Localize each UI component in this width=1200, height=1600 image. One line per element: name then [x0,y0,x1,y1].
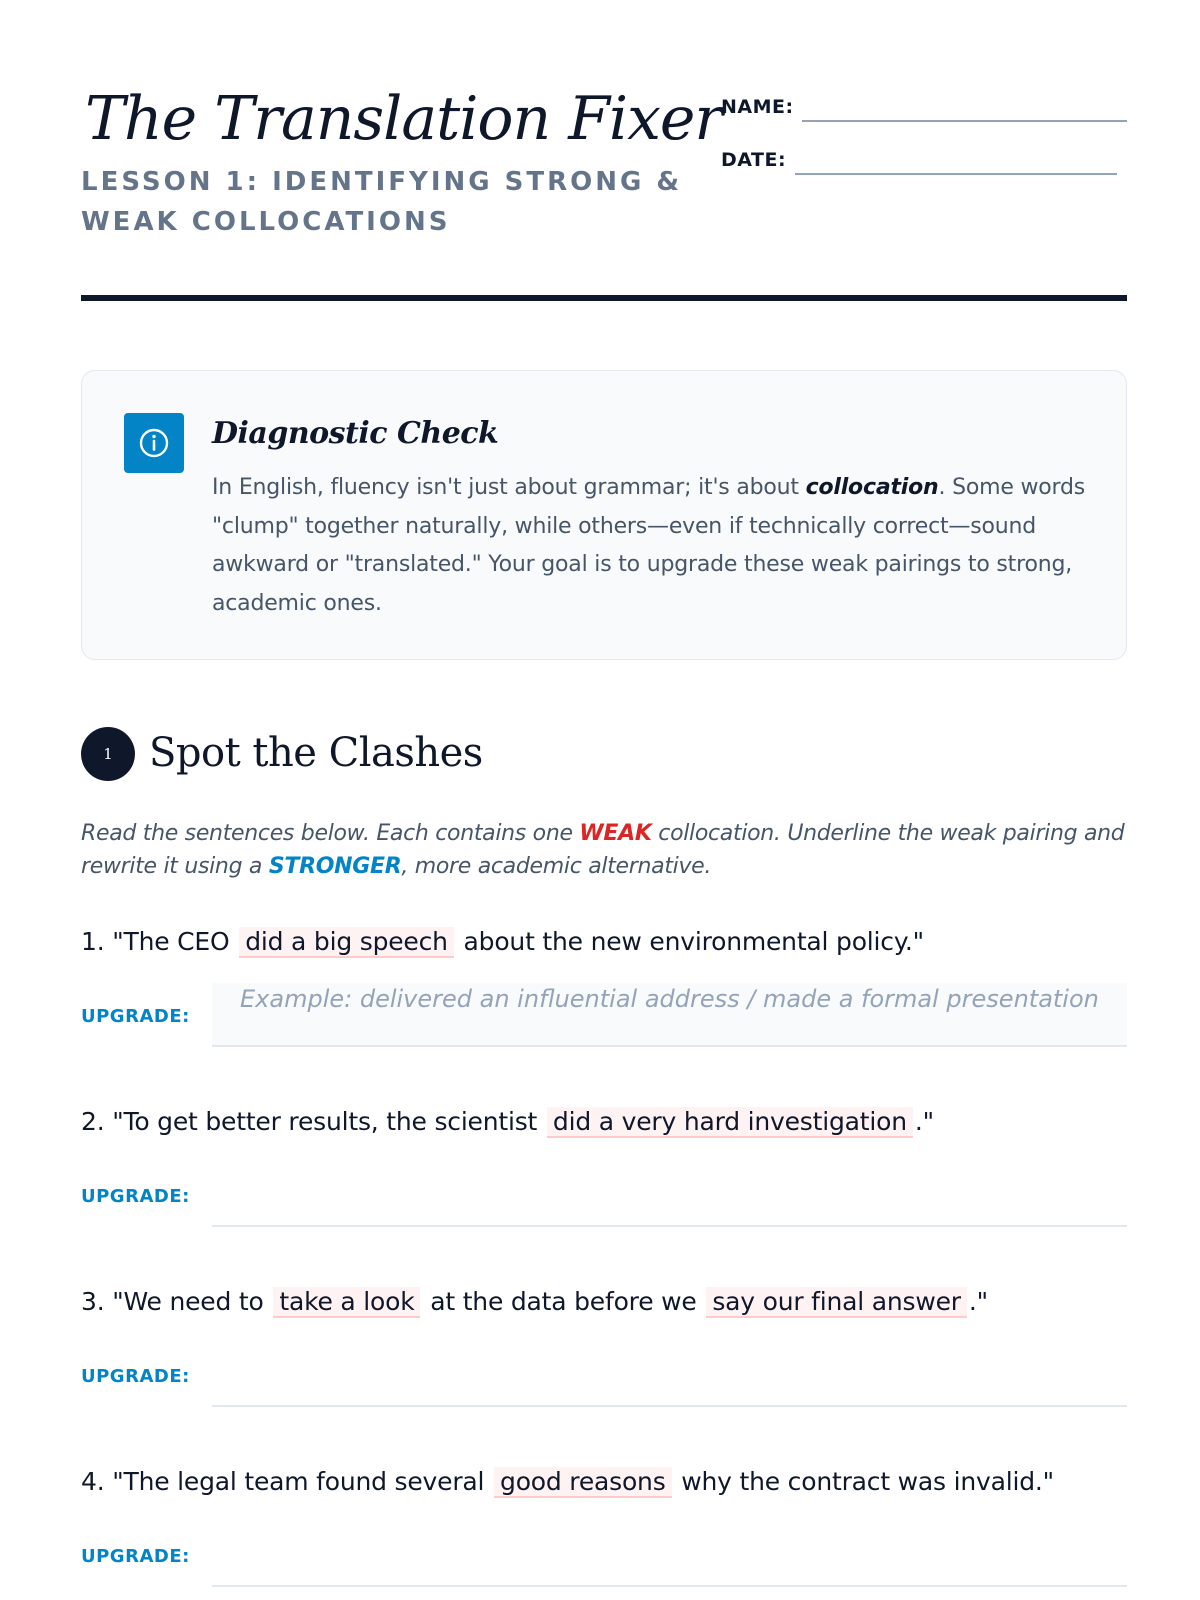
exercise-sentence [81,1463,1054,1501]
exercise-sentence [81,1103,934,1141]
weak-collocation-highlight[interactable]: say our final answer [706,1287,967,1318]
diagnostic-callout [81,370,1127,660]
callout-body-text: In English, fluency isn't just about grammar; it's about [212,475,806,500]
upgrade-answer-field[interactable] [212,1523,1127,1587]
upgrade-label: UPGRADE: [81,1006,190,1027]
sentence-text: 2. "To get better results, the scientist [81,1107,545,1136]
section-instructions [81,817,1127,883]
exercise-item [81,923,1127,1058]
upgrade-label: UPGRADE: [81,1366,190,1387]
section-number-badge: 1 [81,727,135,781]
instructions-text-2: collocation. Underline the weak pairing and rewrite it using a [81,821,1125,879]
upgrade-label: UPGRADE: [81,1186,190,1207]
name-line[interactable] [802,120,1127,122]
lesson-subtitle: LESSON 1: IDENTIFYING STRONG & WEAK COLLOCATIONS [81,167,683,237]
sentence-text: ." [968,1287,988,1316]
upgrade-answer-field[interactable] [212,983,1127,1047]
header-divider [81,295,1127,301]
section-heading [81,725,881,781]
example-answer: Example: delivered an influential address / made a formal presentation [240,985,1099,1013]
exercise-sentence [81,923,924,961]
exercise-sentence [81,1283,988,1321]
exercise-item [81,1283,1127,1418]
instructions-text: Read the sentences below. Each contains one [81,821,580,846]
upgrade-answer-field[interactable] [212,1343,1127,1407]
name-label: NAME: [721,96,794,118]
sentence-text: 1. "The CEO [81,927,238,956]
worksheet-header [81,80,1127,300]
sentence-text: at the data before we [422,1287,705,1316]
page-title: The Translation Fixer [85,84,723,154]
section-title: Spot the Clashes [149,730,483,776]
sentence-text: ." [914,1107,934,1136]
callout-body [212,469,1092,623]
callout-emphasis: collocation [805,475,939,500]
callout-body-text-cont: . Some words "clump" together naturally, while others—even if technically correct—sound awkward or "translated." Your goal is to upgrade these weak pairings to strong, academic ones. [212,475,1086,616]
callout-title: Diagnostic Check [212,416,499,451]
exercise-item [81,1463,1127,1598]
sentence-text: 4. "The legal team found several [81,1467,493,1496]
exercise-item [81,1103,1127,1238]
date-field[interactable] [721,141,1121,171]
upgrade-answer-field[interactable] [212,1163,1127,1227]
sentence-text: why the contract was invalid." [673,1467,1054,1496]
date-label: DATE: [721,149,787,171]
stronger-keyword: STRONGER [268,854,402,879]
instructions-text-3: , more academic alternative. [401,854,712,879]
sentence-text: 3. "We need to [81,1287,272,1316]
upgrade-label: UPGRADE: [81,1546,190,1567]
weak-collocation-highlight[interactable]: good reasons [494,1467,672,1498]
info-icon [124,413,184,473]
name-field[interactable] [721,88,1127,118]
weak-collocation-highlight[interactable]: take a look [273,1287,420,1318]
sentence-text: about the new environmental policy." [455,927,924,956]
date-line[interactable] [795,173,1117,175]
weak-keyword: WEAK [579,821,652,846]
weak-collocation-highlight[interactable]: did a big speech [239,927,454,958]
weak-collocation-highlight[interactable]: did a very hard investigation [547,1107,913,1138]
